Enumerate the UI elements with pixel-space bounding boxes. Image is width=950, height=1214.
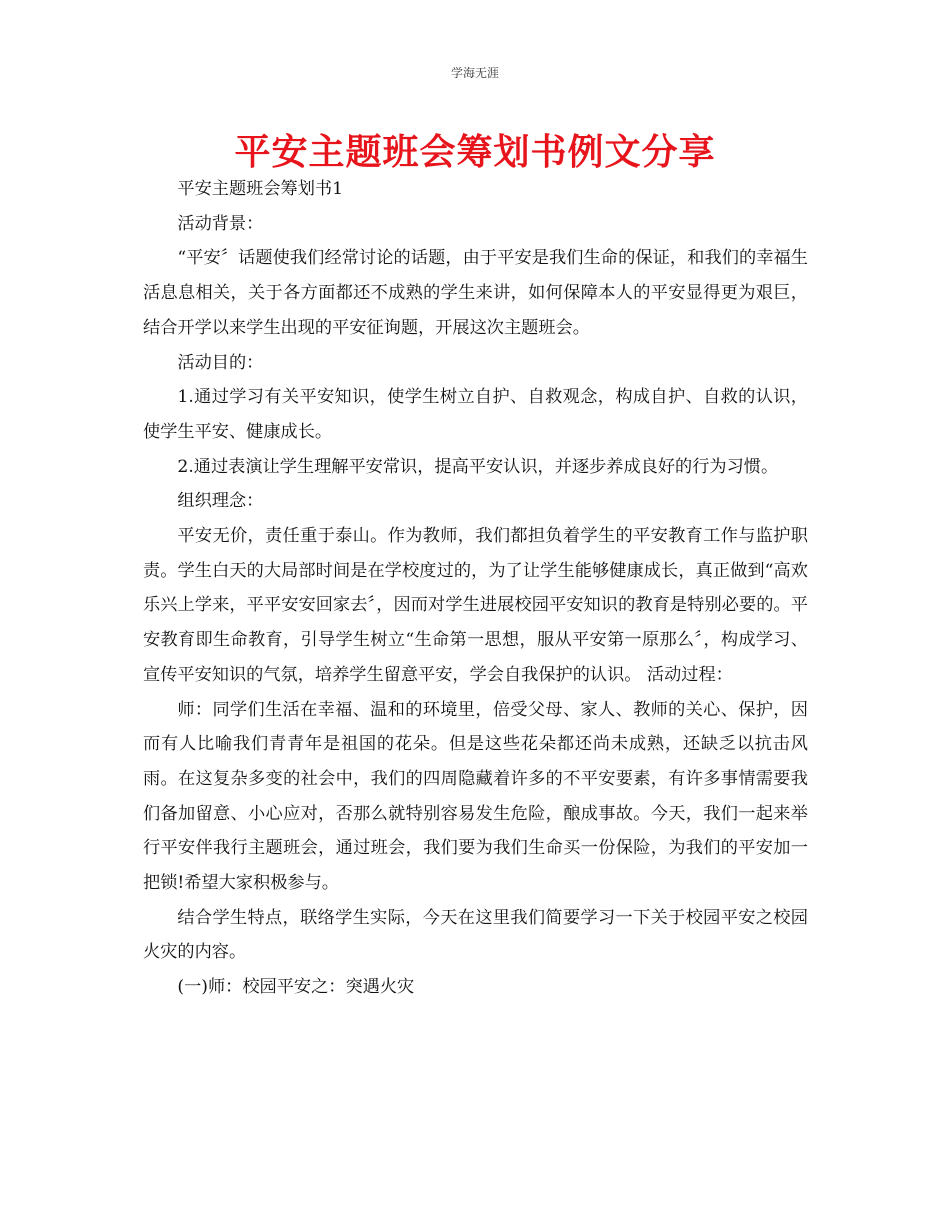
page-header: 学海无涯: [450, 66, 499, 80]
paragraph-subtitle: 平安主题班会筹划书1: [177, 179, 344, 199]
document-body: [143, 172, 808, 1005]
paragraph-concept-text: 平安无价，责任重于泰山。作为教师，我们都担负着学生的平安教育工作与监护职责。学生白天的大局部时间是在学校度过的，为了让学生能够健康成长，真正做到“高欢乐兴上学来，平平安安回家去〞，因而对学生进展校园平安知识的教育是特别必要的。平安教育即生命教育，引导学生树立“生命第一思想，服从平安第一原那么〞，构成学习、宣传平安知识的气氛，培养学生留意平安，学会自我保护的认识。 活动过程：: [143, 526, 808, 685]
paragraph-goal-heading: 活动目的：: [177, 352, 264, 373]
paragraph-summary: 结合学生特点，联络学生实际，今天在这里我们简要学习一下关于校园平安之校园火灾的内容。: [143, 907, 808, 963]
paragraph-teacher-speech: 师：同学们生活在幸福、温和的环境里，倍受父母、家人、教师的关心、保护，因而有人比喻我们青青年是祖国的花朵。但是这些花朵都还尚未成熟，还缺乏以抗击风雨。在这复杂多变的社会中，我们的四周隐藏着许多的不平安要素，有许多事情需要我们备加留意、小心应对，否那么就特别容易发生危险，酿成事故。今天，我们一起来举行平安伴我行主题班会，通过班会，我们要为我们生命买一份保险，为我们的平安加一把锁!希望大家积极参与。: [143, 699, 808, 894]
paragraph-background-text: “平安〞话题使我们经常讨论的话题，由于平安是我们生命的保证，和我们的幸福生活息息相关，关于各方面都还不成熟的学生来讲，如何保障本人的平安显得更为艰巨，结合开学以来学生出现的平安征询题，开展这次主题班会。: [143, 248, 808, 338]
document-title: 平安主题班会筹划书例文分享: [234, 132, 716, 173]
paragraph-goal-1: 1.通过学习有关平安知识，使学生树立自护、自救观念，构成自护、自救的认识，使学生平安、健康成长。: [143, 387, 808, 442]
paragraph-section-fire: (一)师：校园平安之：突遇火灾: [177, 977, 415, 998]
paragraph-background-heading: 活动背景：: [177, 213, 264, 234]
paragraph-goal-2: 2.通过表演让学生理解平安常识，提高平安认识，并逐步养成良好的行为习惯。: [177, 456, 779, 477]
paragraph-concept-heading: 组织理念：: [177, 491, 264, 512]
